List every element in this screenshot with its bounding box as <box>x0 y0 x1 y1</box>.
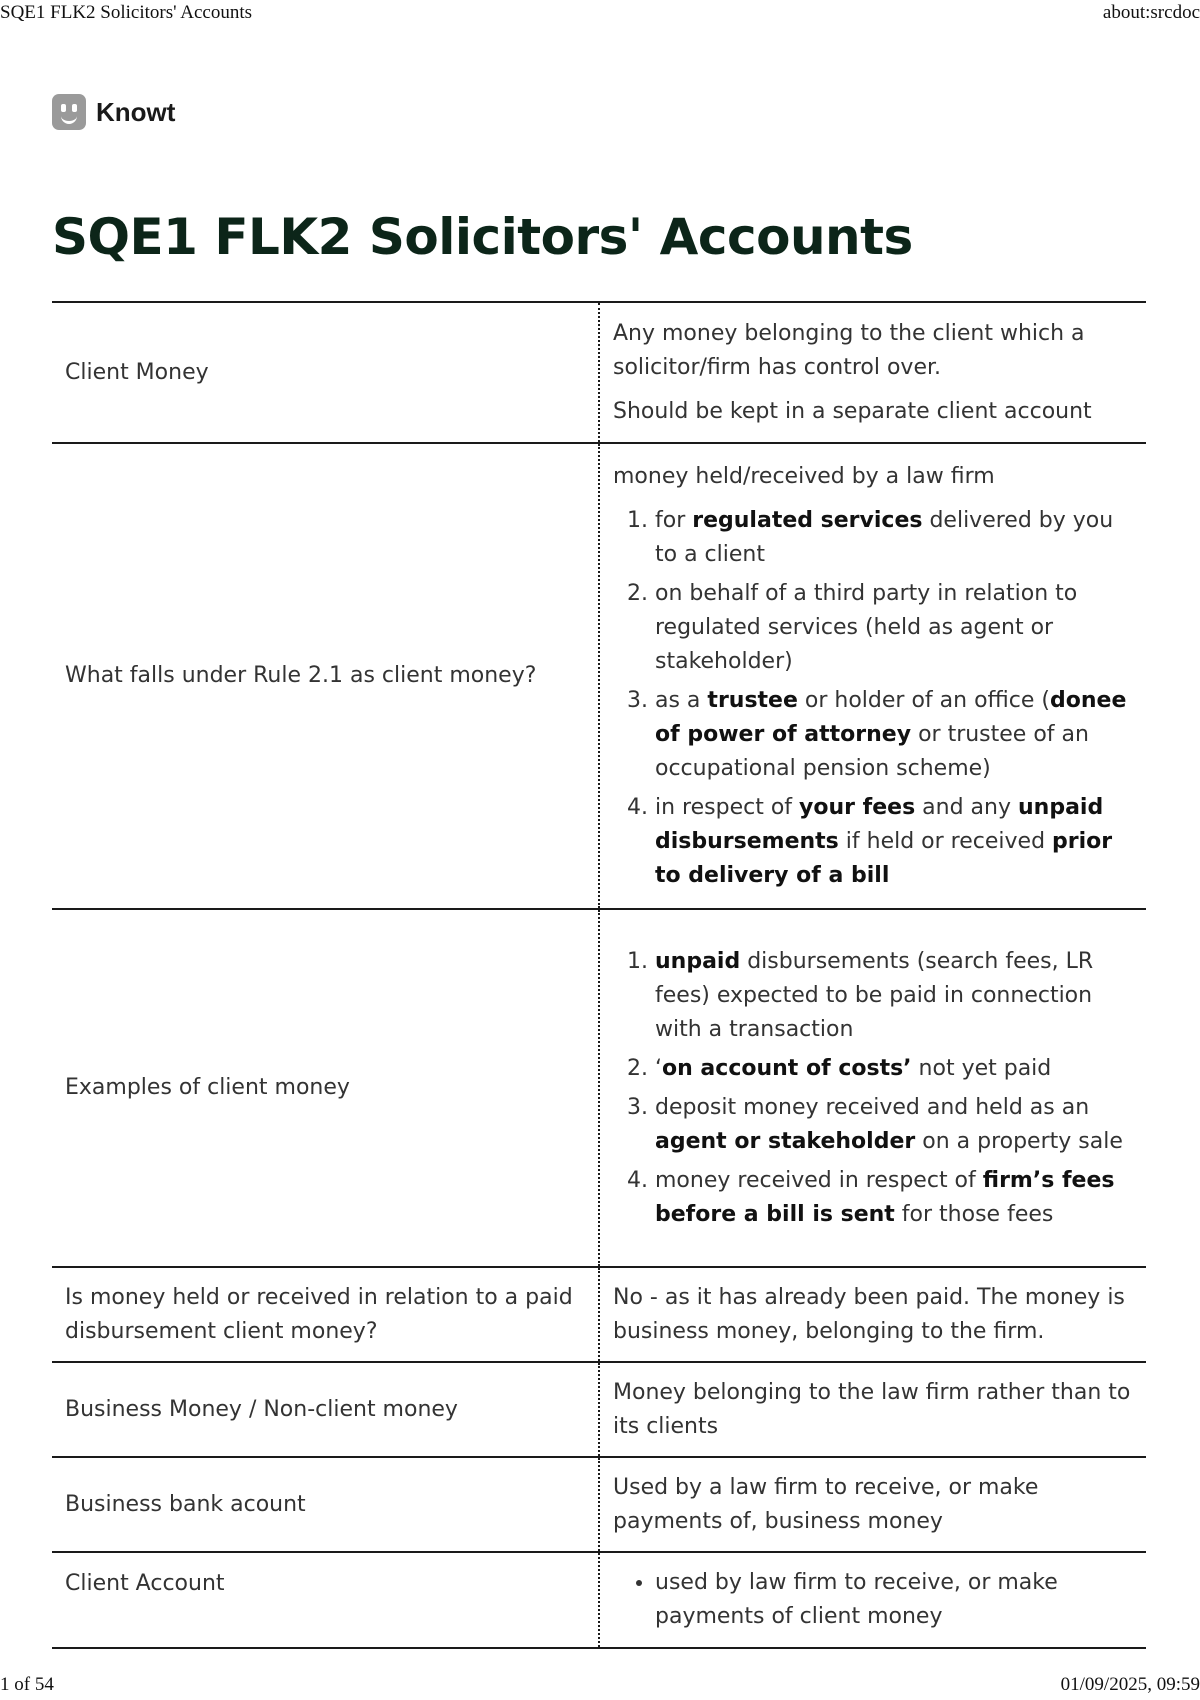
bold-term: trustee <box>707 687 798 713</box>
definition-cell <box>599 1267 1146 1362</box>
term-cell: Examples of client money <box>65 1075 350 1100</box>
definition-cell <box>599 1552 1146 1648</box>
table-row <box>52 443 1146 909</box>
bold-term: unpaid <box>655 948 741 974</box>
bold-term: unpaid disbursements <box>655 794 1104 854</box>
list-item: 4. money received in respect of firm’s fees before a bill is sent for those fees <box>655 1164 1133 1232</box>
print-timestamp: 01/09/2025, 09:59 <box>1060 1674 1200 1695</box>
bold-term: firm’s fees before a bill is sent <box>655 1167 1115 1227</box>
definition-text: Money belonging to the law firm rather than to its clients <box>613 1379 1131 1439</box>
knowt-logo-icon <box>52 94 86 130</box>
numbered-list <box>613 945 1133 1232</box>
definition-cell <box>599 1362 1146 1457</box>
definition-cell <box>599 909 1146 1267</box>
list-item: 2. ‘on account of costs’ not yet paid <box>655 1052 1133 1086</box>
table-row <box>52 1267 1146 1362</box>
definition-cell <box>599 443 1146 909</box>
brand[interactable] <box>52 94 175 130</box>
bold-term: agent or stakeholder <box>655 1128 916 1154</box>
flashcard-table <box>52 301 1146 1649</box>
definition-cell <box>599 302 1146 443</box>
bullet-list <box>613 1566 1133 1634</box>
print-footer <box>0 1674 1200 1698</box>
print-header-title: SQE1 FLK2 Solicitors' Accounts <box>0 2 253 23</box>
term-cell: Client Money <box>65 359 209 385</box>
table-row <box>52 909 1146 1267</box>
list-item: 3. as a trustee or holder of an office (donee of power of attorney or trustee of an occupational pension scheme) <box>655 684 1133 786</box>
table-row <box>52 1362 1146 1457</box>
page-title: SQE1 FLK2 Solicitors' Accounts <box>52 208 913 266</box>
print-header-url: about:srcdoc <box>1102 2 1200 23</box>
definition-text: No - as it has already been paid. The money is business money, belonging to the firm. <box>613 1284 1125 1344</box>
definition-cell <box>599 1457 1146 1552</box>
brand-name: Knowt <box>96 96 176 127</box>
definition-text: Used by a law firm to receive, or make payments of, business money <box>613 1474 1039 1534</box>
bold-term: donee of power of attorney <box>655 687 1127 747</box>
bold-term: on account of costs’ <box>662 1055 912 1081</box>
list-item: • used by law firm to receive, or make payments of client money <box>655 1566 1133 1634</box>
term-cell: Is money held or received in relation to a paid disbursement client money? <box>65 1284 573 1344</box>
definition-intro: money held/received by a law firm <box>613 463 995 489</box>
list-item: 1. unpaid disbursements (search fees, LR fees) expected to be paid in connection with a transaction <box>655 945 1133 1047</box>
definition-text: Should be kept in a separate client account <box>613 398 1092 424</box>
table-row <box>52 1552 1146 1648</box>
print-header <box>0 2 1200 26</box>
bold-term: your fees <box>799 794 916 820</box>
list-item: 4. in respect of your fees and any unpaid disbursements if held or received prior to delivery of a bill <box>655 791 1133 893</box>
definition-text: Any money belonging to the client which a solicitor/firm has control over. <box>613 320 1085 380</box>
list-item: 2. on behalf of a third party in relation to regulated services (held as agent or stakeholder) <box>655 577 1133 679</box>
bold-term: regulated services <box>692 507 923 533</box>
bold-term: prior to delivery of a bill <box>655 828 1113 888</box>
numbered-list <box>613 504 1133 893</box>
list-item: 3. deposit money received and held as an agent or stakeholder on a property sale <box>655 1091 1133 1159</box>
term-cell: Client Account <box>65 1571 225 1596</box>
table-row <box>52 302 1146 443</box>
term-cell: What falls under Rule 2.1 as client money? <box>65 663 537 688</box>
term-cell: Business Money / Non-client money <box>65 1396 458 1422</box>
page-counter: 1 of 54 <box>0 1674 54 1695</box>
term-cell: Business bank acount <box>65 1491 306 1517</box>
table-row <box>52 1457 1146 1552</box>
list-item: 1. for regulated services delivered by you to a client <box>655 504 1133 572</box>
